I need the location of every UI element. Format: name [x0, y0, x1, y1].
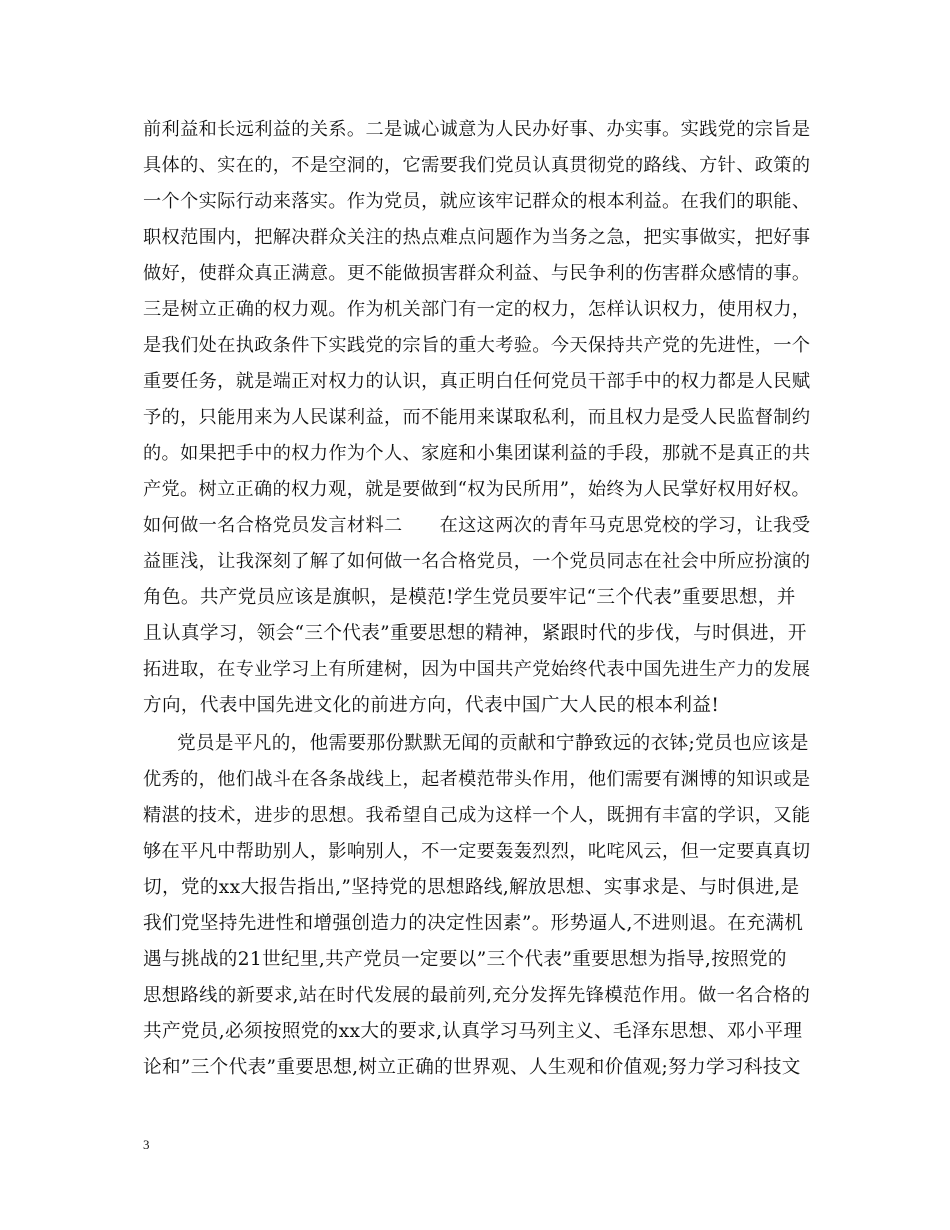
text-line: 一个个实际行动来落实。作为党员，就应该牢记群众的根本利益。在我们的职能、: [143, 191, 811, 212]
text-line: 三是树立正确的权力观。作为机关部门有一定的权力，怎样认识权力，使用权力，: [143, 299, 811, 320]
text-line: 优秀的，他们战斗在各条战线上，起者模范带头作用，他们需要有渊博的知识或是: [143, 769, 811, 790]
text-line: 共产党员,必须按照党的xx大的要求,认真学习马列主义、毛泽东思想、邓小平理: [143, 1021, 803, 1042]
text-line: 做好，使群众真正满意。更不能做损害群众利益、与民争利的伤害群众感情的事。: [143, 263, 811, 284]
text-line: 且认真学习，领会“三个代表”重要思想的精神，紧跟时代的步伐，与时俱进，开: [143, 623, 807, 644]
text-line: 我们党坚持先进性和增强创造力的决定性因素”。形势逼人,不进则退。在充满机: [143, 913, 804, 934]
text-line: 重要任务，就是端正对权力的认识，真正明白任何党员干部手中的权力都是人民赋: [143, 371, 811, 392]
text-line: 方向，代表中国先进文化的前进方向，代表中国广大人民的根本利益!: [143, 695, 720, 716]
text-line: 论和”三个代表”重要思想,树立正确的世界观、人生观和价值观;努力学习科技文: [143, 1057, 801, 1078]
text-line: 益匪浅，让我深刻了解了如何做一名合格党员，一个党员同志在社会中所应扮演的: [143, 551, 811, 572]
text-line: 切，党的xx大报告指出,”坚持党的思想路线,解放思想、实事求是、与时俱进,是: [143, 877, 800, 898]
text-line: 思想路线的新要求,站在时代发展的最前列,充分发挥先锋模范作用。做一名合格的: [143, 985, 811, 1006]
text-line: 如何做一名合格党员发言材料二 在这这两次的青年马克思党校的学习，让我受: [143, 515, 811, 536]
text-line: 具体的、实在的，不是空洞的，它需要我们党员认真贯彻党的路线、方针、政策的: [143, 155, 811, 176]
text-line: 精湛的技术，进步的思想。我希望自己成为这样一个人，既拥有丰富的学识，又能: [143, 805, 811, 826]
page-number: 3: [143, 1137, 150, 1152]
text-line: 拓进取，在专业学习上有所建树，因为中国共产党始终代表中国先进生产力的发展: [143, 659, 811, 680]
text-line: 职权范围内，把解决群众关注的热点难点问题作为当务之急，把实事做实，把好事: [143, 227, 811, 248]
text-line: 是我们处在执政条件下实践党的宗旨的重大考验。今天保持共产党的先进性，一个: [143, 335, 811, 356]
paragraph-first-line: 党员是平凡的，他需要那份默默无闻的贡献和宁静致远的衣钵;党员也应该是: [177, 733, 809, 754]
text-line: 产党。树立正确的权力观，就是要做到“权为民所用”，始终为人民掌好权用好权。: [143, 479, 810, 500]
text-line: 的。如果把手中的权力作为个人、家庭和小集团谋利益的手段，那就不是真正的共: [143, 443, 811, 464]
text-line: 前利益和长远利益的关系。二是诚心诚意为人民办好事、办实事。实践党的宗旨是: [143, 119, 811, 140]
text-line: 予的，只能用来为人民谋利益，而不能用来谋取私利，而且权力是受人民监督制约: [143, 407, 811, 428]
text-line: 角色。共产党员应该是旗帜，是模范!学生党员要牢记“三个代表”重要思想，并: [143, 587, 796, 608]
text-line: 遇与挑战的21世纪里,共产党员一定要以”三个代表”重要思想为指导,按照党的: [143, 949, 787, 970]
text-line: 够在平凡中帮助别人，影响别人，不一定要轰轰烈烈，叱咤风云，但一定要真真切: [143, 841, 811, 862]
